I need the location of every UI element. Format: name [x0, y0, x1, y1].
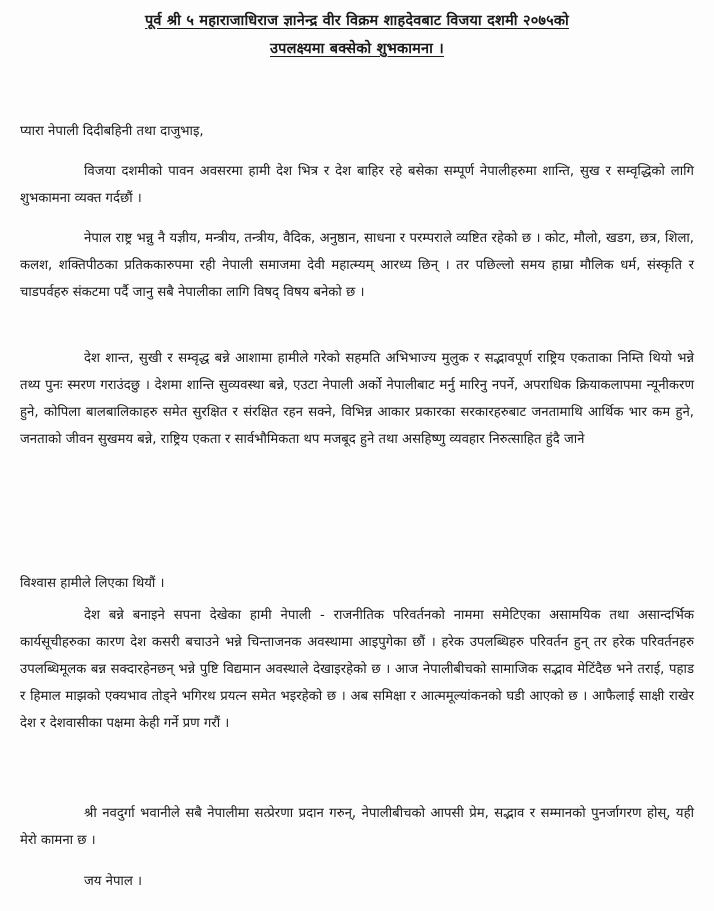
- paragraph-continuation: विश्वास हामीले लिएका थियौं ।: [20, 576, 165, 591]
- salutation: प्यारा नेपाली दिदीबहिनी तथा दाजुभाइ,: [20, 124, 204, 139]
- paragraph-tradition: नेपाल राष्ट्र भन्नु नै यज्ञीय, मन्त्रीय, तन्त्रीय, वैदिक, अनुष्ठान, साधना र परम्पराले व्यष्टित रहेको छ । कोट, मौलो, खडग, छत्र, शिला, कलश, शक्तिपीठका प्रतिककारुपमा रही नेपाली समाजमा देवी महात्म्यम् आरध्य छिन् । तर पछिल्लो समय हाम्रा मौलिक धर्म, संस्कृति र चाडपर्वहरु संकटमा पर्दै जानु सबै नेपालीका लागि विषद् विषय बनेको छ ।: [20, 231, 694, 300]
- paragraph-blessing: श्री नवदुर्गा भवानीले सबै नेपालीमा सत्प्रेरणा प्रदान गरुन्, नेपालीबीचको आपसी प्रेम, सद्भाव र सम्मानको पुनर्जागरण होस्, यही मेरो कामना छ ।: [20, 806, 694, 848]
- paragraph-greeting: विजया दशमीको पावन अवसरमा हामी देश भित्र र देश बाहिर रहे बसेका सम्पूर्ण नेपालीहरुमा शान्ति, सुख र सम्वृद्धिको लागि शुभकामना व्यक्त गर्दछौं ।: [20, 164, 694, 206]
- title-line-2: उपलक्ष्यमा बक्सेको शुभकामना ।: [270, 41, 444, 57]
- paragraph-current-situation: देश बन्ने बनाइने सपना देखेका हामी नेपाली - राजनीतिक परिवर्तनको नाममा समेटिएका असामयिक तथा असान्दर्भिक कार्यसूचीहरुका कारण देश कसरी बचाउने भन्ने चिन्ताजनक अवस्थामा आइपुगेका छौं । हरेक उपलब्धिहरु परिवर्तन हुन् तर हरेक परिवर्तनहरु उपलब्धिमूलक बन्न सक्दारहेनछन् भन्ने पुष्टि विद्यमान अवस्थाले देखाइरहेको छ । आज नेपालीबीचको सामाजिक सद्भाव मेटिंदैछ भने तराई, पहाड र हिमाल माझको एक्यभाव तोड्ने भगिरथ प्रयत्न समेत भइरहेको छ । अब समिक्षा र आत्ममूल्यांकनको घडी आएको छ । आफैलाई साक्षी राखेर देश र देशवासीका पक्षमा केही गर्ने प्रण गरौं ।: [20, 608, 694, 731]
- closing-line: जय नेपाल ।: [84, 874, 142, 889]
- paragraph-peace-agreement: देश शान्त, सुखी र सम्वृद्ध बन्ने आशामा हामीले गरेको सहमति अभिभाज्य मुलुक र सद्भावपूर्ण राष्ट्रिय एकताका निम्ति थियो भन्ने तथ्य पुनः स्मरण गराउंदछु । देशमा शान्ति सुव्यवस्था बन्ने, एउटा नेपाली अर्को नेपालीबाट मर्नु मारिनु नपर्ने, अपराधिक क्रियाकलापमा न्यूनीकरण हुने, कोपिला बालबालिकाहरु समेत सुरक्षित र संरक्षित रहन सक्ने, विभिन्न आकार प्रकारका सरकारहरुबाट जनतामाथि आर्थिक भार कम हुने, जनताको जीवन सुखमय बन्ने, राष्ट्रिय एकता र सार्वभौमिकता थप मजबूद हुने तथा असहिष्णु व्यवहार निरुत्साहित हुंदै जाने: [20, 351, 694, 447]
- title-line-1: पूर्व श्री ५ महाराजाधिराज ज्ञानेन्द्र वीर विक्रम शाहदेवबाट विजया दशमी २०७५को: [144, 13, 570, 29]
